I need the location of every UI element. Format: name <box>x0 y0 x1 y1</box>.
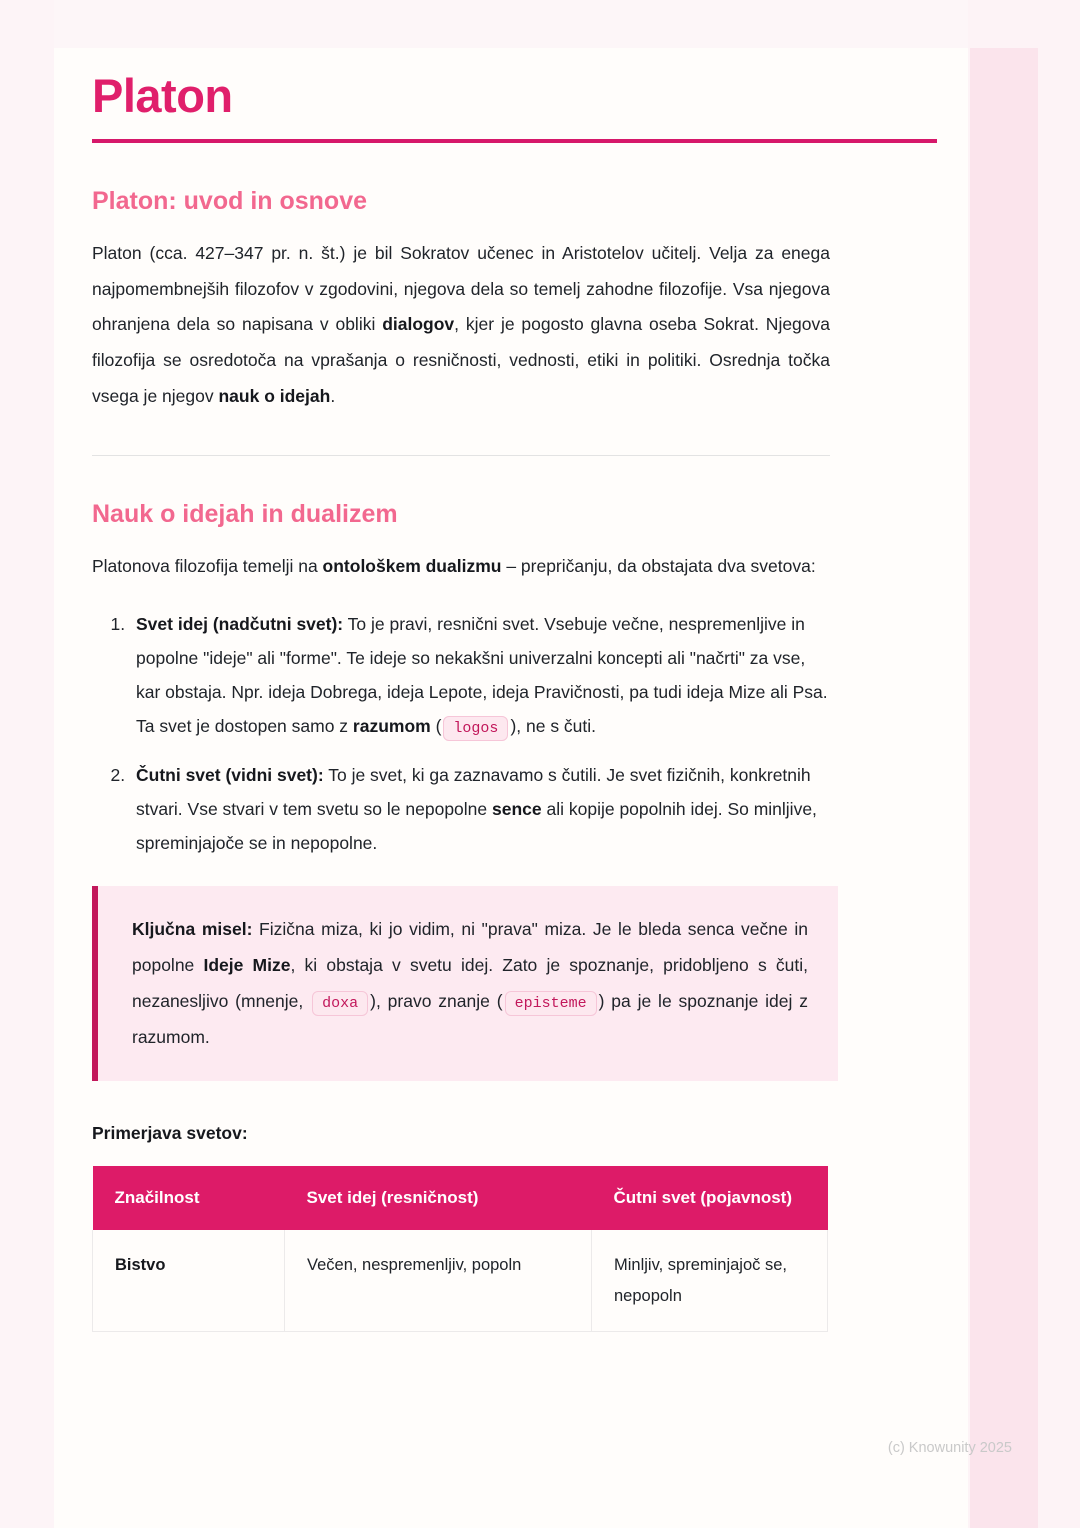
comparison-label: Primerjava svetov: <box>92 1123 248 1144</box>
page-edge-accent-strip <box>970 48 1038 1528</box>
document-content <box>92 70 836 1332</box>
page-edge-left <box>0 0 54 1528</box>
list-item: 2. Čutni svet (vidni svet): To je svet, ki ga zaznavamo s čutili. Je svet fizičnih, konkretnih stvari. Vse stvari v tem svetu so le nepopolne sence ali kopije popolnih idej. So minljive, spreminjajoče se in nepopolne. <box>130 758 830 860</box>
table-cell: Minljiv, spreminjajoč se, nepopoln <box>592 1230 828 1332</box>
comparison-table <box>92 1166 828 1332</box>
table-cell: Bistvo <box>93 1230 285 1332</box>
worlds-list <box>92 607 830 860</box>
section-heading-ideas: Nauk o idejah in dualizem <box>92 500 398 528</box>
section-paragraph-intro: Platon (cca. 427–347 pr. n. št.) je bil Sokratov učenec in Aristotelov učitelj. Velja za enega najpomembnejših filozofov v zgodovini, njegova dela so temelj zahodne filozofije. Vsa njegova ohranjena dela so napisana v obliki dialogov, kjer je pogosto glavna oseba Sokrat. Njegova filozofija se osredotoča na vprašanja o resničnosti, vednosti, etiki in politiki. Osrednja točka vsega je njegov nauk o idejah. <box>92 242 831 407</box>
title-underline <box>92 139 937 143</box>
page-title: Platon <box>92 69 233 122</box>
table-header-cell: Svet idej (resničnost) <box>285 1166 592 1230</box>
table-header-cell: Značilnost <box>93 1166 285 1230</box>
section-paragraph-ideas: Platonova filozofija temelji na ontološkem dualizmu – prepričanju, da obstajata dva svetova: <box>92 556 816 576</box>
table-header-cell: Čutni svet (pojavnost) <box>592 1166 828 1230</box>
section-heading-intro: Platon: uvod in osnove <box>92 186 368 215</box>
list-item: 1. Svet idej (nadčutni svet): To je pravi, resnični svet. Vsebuje večne, nespremenljive in popolne "ideje" ali "forme". Te ideje so nekakšni univerzalni koncepti ali "načrti" za vse, kar obstaja. Npr. ideja Dobrega, ideja Lepote, ideja Pravičnosti, pa tudi ideja Mize ali Psa. Ta svet je dostopen samo z razumom ( logos ), ne s čuti. <box>130 607 830 744</box>
page-edge-top <box>54 0 970 48</box>
section-divider <box>92 455 830 456</box>
table-header-row <box>93 1166 828 1230</box>
watermark: (c) Knowunity 2025 <box>887 1440 1012 1456</box>
key-idea-callout <box>92 886 838 1082</box>
table-row <box>93 1230 828 1332</box>
key-idea-text: Ključna misel: Fizična miza, ki jo vidim, ni "prava" miza. Je le bleda senca večne in popolne Ideje Mize, ki obstaja v svetu idej. Zato je spoznanje, pridobljeno s čuti, nezanesljivo (mnenje, doxa ), pravo znanje ( episteme ) pa je le spoznanje idej z razumom. <box>132 918 809 1047</box>
table-cell: Večen, nespremenljiv, popoln <box>285 1230 592 1332</box>
